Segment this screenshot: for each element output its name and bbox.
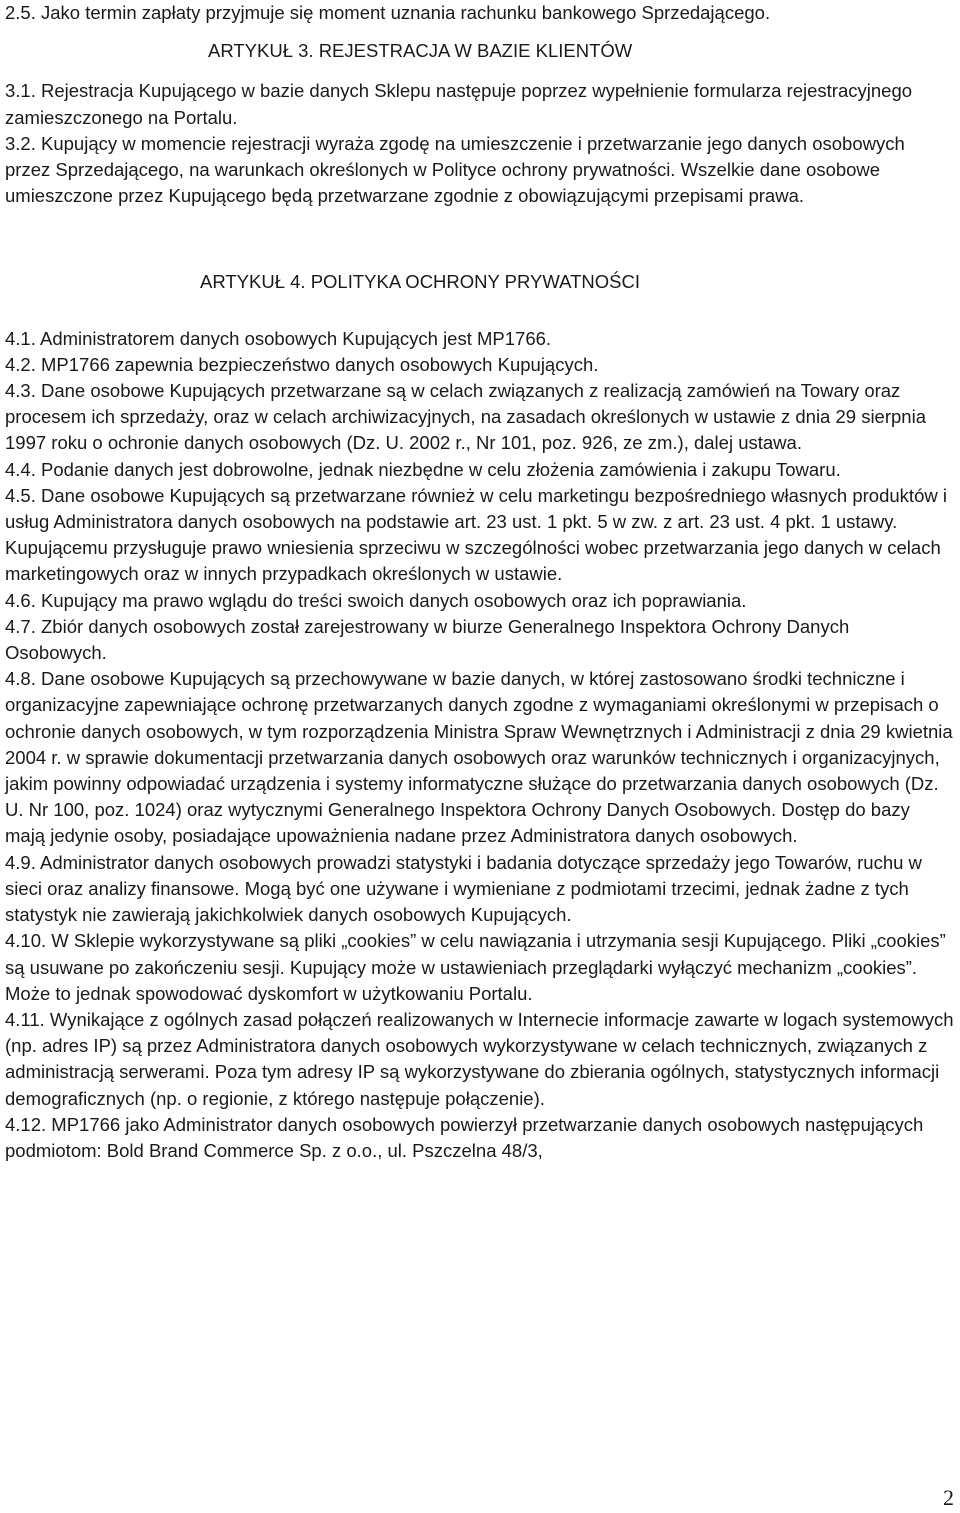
article-3-heading: ARTYKUŁ 3. REJESTRACJA W BAZIE KLIENTÓW — [208, 40, 633, 62]
paragraph-2-5: 2.5. Jako termin zapłaty przyjmuje się moment uznania rachunku bankowego Sprzedającego. — [5, 2, 771, 23]
paragraph-4-5: 4.5. Dane osobowe Kupujących są przetwarzane również w celu marketingu bezpośredniego własnych produktów i usług Administratora danych osobowych na podstawie art. 23 ust. 1 pkt. 5 w zw. z art. 23 ust. 4 pkt. 1 ustawy. Kupującemu przysługuje prawo wniesienia sprzeciwu w szczególności wobec przetwarzania jego danych w celach marketingowych oraz w innych przypadkach określonych w ustawie. — [5, 484, 947, 585]
paragraph-4-6: 4.6. Kupujący ma prawo wglądu do treści swoich danych osobowych oraz ich poprawiania. — [5, 589, 747, 611]
paragraph-4-10: 4.10. W Sklepie wykorzystywane są pliki „cookies” w celu nawiązania i utrzymania sesji Kupującego. Pliki „cookies” są usuwane po zakończeniu sesji. Kupujący może w ustawieniach przeglądarki wyłączyć mechanizm „cookies”. Może to jednak spowodować dyskomfort w użytkowaniu Portalu. — [5, 930, 946, 1004]
paragraph-3-1: 3.1. Rejestracja Kupującego w bazie danych Sklepu następuje poprzez wypełnienie formularza rejestracyjnego zamieszczonego na Portalu. — [5, 80, 913, 128]
paragraph-4-7: 4.7. Zbiór danych osobowych został zarejestrowany w biurze Generalnego Inspektora Ochrony Danych Osobowych. — [5, 615, 850, 664]
page-number: 2 — [943, 1485, 954, 1510]
paragraph-3-2: 3.2. Kupujący w momencie rejestracji wyraża zgodę na umieszczenie i przetwarzanie jego danych osobowych przez Sprzedającego, na warunkach określonych w Polityce ochrony prywatności. Wszelkie dane osobowe umieszczone przez Kupującego będą przetwarzane zgodnie z obowiązującymi przepisami prawa. — [5, 132, 905, 207]
article-4-heading: ARTYKUŁ 4. POLITYKA OCHRONY PRYWATNOŚCI — [200, 271, 640, 293]
paragraph-4-4: 4.4. Podanie danych jest dobrowolne, jednak niezbędne w celu złożenia zamówienia i zakupu Towaru. — [5, 458, 841, 480]
paragraph-4-8: 4.8. Dane osobowe Kupujących są przechowywane w bazie danych, w której zastosowano środki techniczne i organizacyjne zapewniające ochronę przetwarzanych danych zgodne z wymaganiami określonymi w przepisach o ochronie danych osobowych, w tym rozporządzenia Ministra Spraw Wewnętrznych i Administracji z dnia 29 kwietnia 2004 r. w sprawie dokumentacji przetwarzania danych osobowych oraz warunków technicznych i organizacyjnych, jakim powinny odpowiadać urządzenia i systemy informatyczne służące do przetwarzania danych osobowych (Dz. U. Nr 100, poz. 1024) oraz wytycznymi Generalnego Inspektora Ochrony Danych Osobowych. Dostęp do bazy mają jedynie osoby, posiadające upoważnienia nadane przez Administratora danych osobowych. — [5, 668, 953, 847]
paragraph-4-11: 4.11. Wynikające z ogólnych zasad połączeń realizowanych w Internecie informacje zawarte w logach systemowych (np. adres IP) są przez Administratora danych osobowych wykorzystywane w celach technicznych, związanych z administracją serwerami. Poza tym adresy IP są wykorzystywane do zbierania ogólnych, statystycznych informacji demograficznych (np. o regionie, z którego następuje połączenie). — [5, 1008, 954, 1109]
paragraph-4-12: 4.12. MP1766 jako Administrator danych osobowych powierzył przetwarzanie danych osobowych następujących podmiotom: Bold Brand Commerce Sp. z o.o., ul. Pszczelna 48/3, — [5, 1113, 924, 1161]
paragraph-4-1: 4.1. Administratorem danych osobowych Kupujących jest MP1766. — [5, 327, 552, 349]
document-page — [5, 0, 955, 1164]
paragraph-4-9: 4.9. Administrator danych osobowych prowadzi statystyki i badania dotyczące sprzedaży jego Towarów, ruchu w sieci oraz analizy finansowe. Mogą być one używane i wymieniane z podmiotami trzecimi, jednak żadne z tych statystyk nie zawierają jakichkolwiek danych osobowych Kupujących. — [5, 851, 922, 926]
paragraph-4-2: 4.2. MP1766 zapewnia bezpieczeństwo danych osobowych Kupujących. — [5, 353, 599, 375]
paragraph-4-3: 4.3. Dane osobowe Kupujących przetwarzane są w celach związanych z realizacją zamówień na Towary oraz procesem ich sprzedaży, oraz w celach archiwizacyjnych, na zasadach określonych w ustawie z dnia 29 sierpnia 1997 roku o ochronie danych osobowych (Dz. U. 2002 r., Nr 101, poz. 926, ze zm.), dalej ustawa. — [5, 380, 926, 454]
